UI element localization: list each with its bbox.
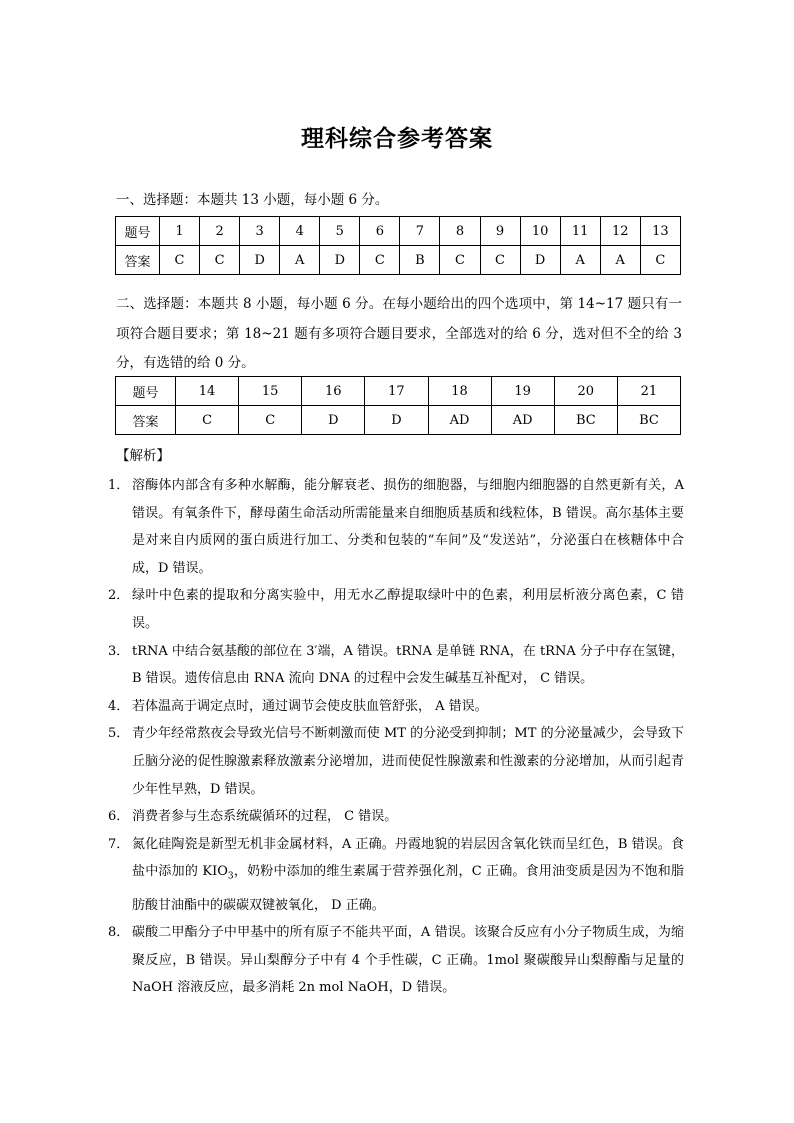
item-text: 青少年经常熬夜会导致光信号不断刺激而使 MT 的分泌受到抑制；MT 的分泌量减少，会导致下丘脑分泌的促性腺激素释放激素分泌增加，进而使促性腺激素和性激素的分泌增加，从而引起青少年性早熟，D 错误。 xyxy=(132,726,684,797)
answer-cell: D xyxy=(365,406,428,435)
question-number: 18 xyxy=(428,377,491,406)
question-number: 9 xyxy=(480,217,520,246)
answer-cell: C xyxy=(200,246,240,275)
section1-answer-table xyxy=(115,216,681,275)
item-number: 1． xyxy=(108,478,130,493)
question-number: 16 xyxy=(302,377,365,406)
question-number: 1 xyxy=(160,217,200,246)
answer-cell: D xyxy=(302,406,365,435)
question-number: 6 xyxy=(360,217,400,246)
analysis-item xyxy=(108,831,684,919)
analysis-label: 【解析】 xyxy=(116,448,170,464)
subscript: 3 xyxy=(227,871,234,882)
question-number: 14 xyxy=(176,377,239,406)
page-title: 理科综合参考答案 xyxy=(301,126,493,152)
answer-cell: D xyxy=(240,246,280,275)
answer-cell: BC xyxy=(554,406,617,435)
question-number: 8 xyxy=(440,217,480,246)
analysis-item xyxy=(108,638,684,693)
answer-cell: C xyxy=(176,406,239,435)
item-number: 3． xyxy=(108,643,130,659)
row-label-question: 题号 xyxy=(116,217,160,246)
item-text: 溶酶体内部含有多种水解酶，能分解衰老、损伤的细胞器，与细胞内细胞器的自然更新有关，A 错误。有氧条件下，酵母菌生命活动所需能量来自细胞质基质和线粒体，B 错误。高尔基体主要是对来自内质网的蛋白质进行加工、分类和包装的“车间”及“发送站”，分泌蛋白在核糖体中合成，D 错误。 xyxy=(132,478,684,576)
item-number: 2． xyxy=(108,588,130,604)
item-number: 5． xyxy=(108,726,130,742)
item-number: 8． xyxy=(108,925,130,941)
answer-cell: D xyxy=(320,246,360,275)
analysis-item xyxy=(108,582,684,637)
item-text: tRNA 中结合氨基酸的部位在 3′端，A 错误。tRNA 是单链 RNA，在 tRNA 分子中存在氢键，B 错误。遗传信息由 RNA 流向 DNA 的过程中会发生碱基互补配对， C 错误。 xyxy=(132,643,684,687)
question-number: 12 xyxy=(600,217,640,246)
question-number: 15 xyxy=(239,377,302,406)
answer-cell: A xyxy=(280,246,320,275)
question-number-row xyxy=(116,377,681,406)
answer-cell: C xyxy=(160,246,200,275)
question-number: 4 xyxy=(280,217,320,246)
analysis-item xyxy=(108,720,684,803)
item-text-part: 氮化硅陶瓷是新型无机非金属材料，A 正确。丹霞地貌的岩层因含氧化铁而呈红色，B 错误。食盐中添加的 KIO xyxy=(132,836,684,880)
row-label-answer: 答案 xyxy=(116,246,160,275)
question-number: 5 xyxy=(320,217,360,246)
answer-cell: AD xyxy=(428,406,491,435)
analysis-item xyxy=(108,472,684,582)
item-text: 碳酸二甲酯分子中甲基中的所有原子不能共平面，A 错误。该聚合反应有小分子物质生成，为缩聚反应，B 错误。异山梨醇分子中有 4 个手性碳，C 正确。1mol 聚碳酸异山梨醇酯与足量的 NaOH 溶液反应，最多消耗 2n mol NaOH，D 错误。 xyxy=(132,925,684,996)
question-number: 17 xyxy=(365,377,428,406)
analysis-item xyxy=(108,803,684,831)
question-number: 7 xyxy=(400,217,440,246)
analysis-item xyxy=(108,693,684,721)
answer-cell: B xyxy=(400,246,440,275)
analysis-list xyxy=(108,472,684,1002)
answer-cell: C xyxy=(239,406,302,435)
answer-cell: C xyxy=(480,246,520,275)
section1-heading: 一、选择题：本题共 13 小题，每小题 6 分。 xyxy=(116,192,389,208)
question-number: 21 xyxy=(617,377,680,406)
answer-cell: C xyxy=(440,246,480,275)
item-text: 绿叶中色素的提取和分离实验中，用无水乙醇提取绿叶中的色素，利用层析液分离色素，C 错误。 xyxy=(132,588,684,631)
row-label-question: 题号 xyxy=(116,377,176,406)
answer-cell: D xyxy=(520,246,560,275)
question-number: 3 xyxy=(240,217,280,246)
answer-cell: AD xyxy=(491,406,554,435)
item-text: 若体温高于调定点时，通过调节会使皮肤血管舒张， A 错误。 xyxy=(132,698,488,714)
question-number: 19 xyxy=(491,377,554,406)
item-text-part: ，奶粉中添加的维生素属于营养强化剂，C 正确。食用油变质是因为不饱和脂肪酸甘油酯中的碳碳双键被氧化， D 正确。 xyxy=(132,864,684,913)
question-number: 13 xyxy=(640,217,680,246)
item-number: 6． xyxy=(108,809,130,825)
analysis-item xyxy=(108,919,684,1002)
answer-row xyxy=(116,246,681,275)
question-number: 2 xyxy=(200,217,240,246)
question-number-row xyxy=(116,217,681,246)
answer-cell: BC xyxy=(617,406,680,435)
answer-cell: A xyxy=(560,246,600,275)
question-number: 20 xyxy=(554,377,617,406)
section2-heading: 二、选择题：本题共 8 小题，每小题 6 分。在每小题给出的四个选项中，第 14~17 题只有一项符合题目要求；第 18~21 题有多项符合题目要求，全部选对的给 6 分，选对但不全的给 3 分，有选错的给 0 分。 xyxy=(116,296,682,371)
row-label-answer: 答案 xyxy=(116,406,176,435)
question-number: 10 xyxy=(520,217,560,246)
item-text xyxy=(132,831,684,919)
item-number: 4． xyxy=(108,698,130,714)
question-number: 11 xyxy=(560,217,600,246)
item-number: 7． xyxy=(108,836,130,852)
answer-cell: C xyxy=(360,246,400,275)
answer-row xyxy=(116,406,681,435)
section2-answer-table xyxy=(115,376,681,435)
item-text: 消费者参与生态系统碳循环的过程， C 错误。 xyxy=(132,809,398,825)
answer-cell: A xyxy=(600,246,640,275)
answer-cell: C xyxy=(640,246,680,275)
